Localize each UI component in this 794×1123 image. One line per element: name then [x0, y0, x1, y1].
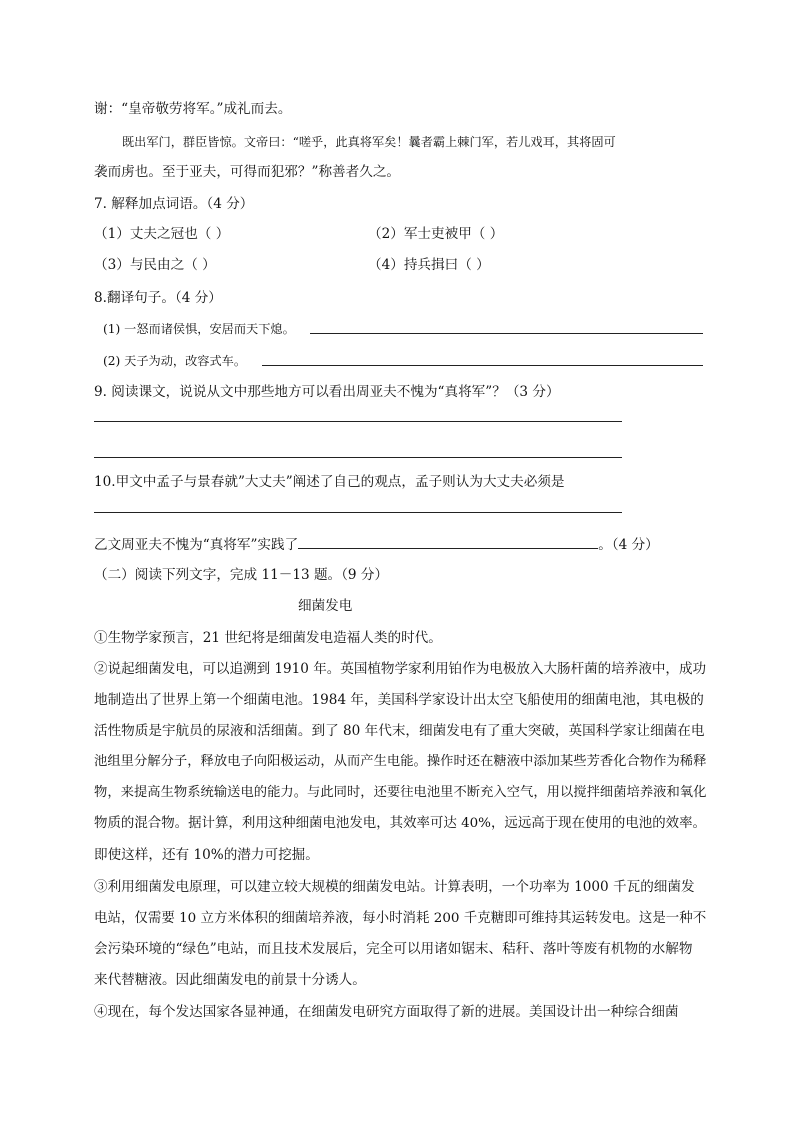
q9-stem: 9. 阅读课文，说说从文中那些地方可以看出周亚夫不愧为“真将军”？（3 分）	[94, 384, 560, 400]
q10-stem: 10.甲文中孟子与景春就”大丈夫”阐述了自己的观点，孟子则认为大丈夫必须是	[94, 474, 565, 490]
q9-answer-line-2	[94, 457, 622, 458]
q8-answer-line-1	[310, 333, 703, 334]
article-p2-line-2: 地制造出了世界上第一个细菌电池。1984 年，美国科学家设计出太空飞船使用的细菌电池，其电极的	[94, 692, 704, 708]
q7-item-4: （4）持兵揖曰（ ）	[368, 257, 490, 273]
article-p3-line-2: 电站，仅需要 10 立方米体积的细菌培养液，每小时消耗 200 千克糖即可维持其运转发电。这是一种不	[94, 910, 707, 926]
article-p3-line-1: ③利用细菌发电原理，可以建立较大规模的细菌发电站。计算表明，一个功率为 1000 千瓦的细菌发	[94, 879, 695, 895]
q9-answer-line-1	[94, 421, 622, 422]
q7-item-1: （1）丈夫之冠也（ ）	[94, 226, 230, 242]
q8-item-1: (1) 一怒而诸侯惧，安居而天下熄。	[103, 322, 295, 336]
q7-stem: 7. 解释加点词语。（4 分）	[94, 196, 254, 212]
q10-line-2-suffix: 。（4 分）	[598, 537, 659, 553]
q10-answer-blank	[298, 534, 598, 549]
article-p3-line-4: 来代替糖液。因此细菌发电的前景十分诱人。	[94, 972, 366, 988]
article-p4-line-1: ④现在，每个发达国家各显神通，在细菌发电研究方面取得了新的进展。美国设计出一种综合细菌	[94, 1004, 679, 1020]
q10-line-2-prefix: 乙文周亚夫不愧为“真将军”实践了	[94, 537, 299, 553]
section-2-heading: （二）阅读下列文字，完成 11－13 题。（9 分）	[94, 567, 389, 583]
article-p2-line-3: 活性物质是宇航员的尿液和活细菌。到了 80 年代末，细菌发电有了重大突破，英国科学家让细菌在电	[94, 723, 705, 739]
article-p2-line-4: 池组里分解分子，释放电子向阳极运动，从而产生电能。操作时还在糖液中添加某些芳香化合物作为稀释	[94, 754, 707, 769]
q10-answer-line-1	[94, 512, 622, 513]
q7-item-2: （2）军士吏被甲（ ）	[368, 226, 504, 242]
article-p2-line-7: 即使这样，还有 10%的潜力可挖掘。	[94, 847, 319, 863]
article-p1: ①生物学家预言，21 世纪将是细菌发电造福人类的时代。	[94, 630, 442, 646]
article-p3-line-3: 会污染环境的“绿色”电站，而且技术发展后，完全可以用诸如锯末、秸秆、落叶等废有机物的水解物	[94, 941, 693, 957]
passage-line-1: 谢：“皇帝敬劳将军。”成礼而去。	[94, 101, 292, 117]
q10-line-2	[94, 534, 659, 554]
article-title: 细菌发电	[298, 598, 353, 614]
q8-item-2: (2) 天子为动，改容式车。	[103, 354, 247, 368]
q8-answer-line-2	[262, 365, 703, 366]
passage-line-2: 既出军门，群臣皆惊。文帝曰：“嗟乎，此真将军矣！曩者霸上棘门军，若儿戏耳，其将固可	[122, 135, 616, 149]
q7-item-3: （3）与民由之（ ）	[94, 257, 216, 273]
article-p2-line-1: ②说起细菌发电，可以追溯到 1910 年。英国植物学家利用铂作为电极放入大肠杆菌的培养液中，成功	[94, 661, 707, 677]
passage-line-3: 袭而虏也。至于亚夫，可得而犯邪？”称善者久之。	[94, 164, 401, 180]
article-p2-line-5: 物，来提高生物系统输送电的能力。与此同时，还要往电池里不断充入空气，用以搅拌细菌培养液和氧化	[94, 785, 707, 800]
article-p2-line-6: 物质的混合物。据计算，利用这种细菌电池发电，其效率可达 40%，远远高于现在使用的电池的效率。	[94, 816, 706, 831]
q8-stem: 8.翻译句子。（4 分）	[94, 290, 222, 306]
